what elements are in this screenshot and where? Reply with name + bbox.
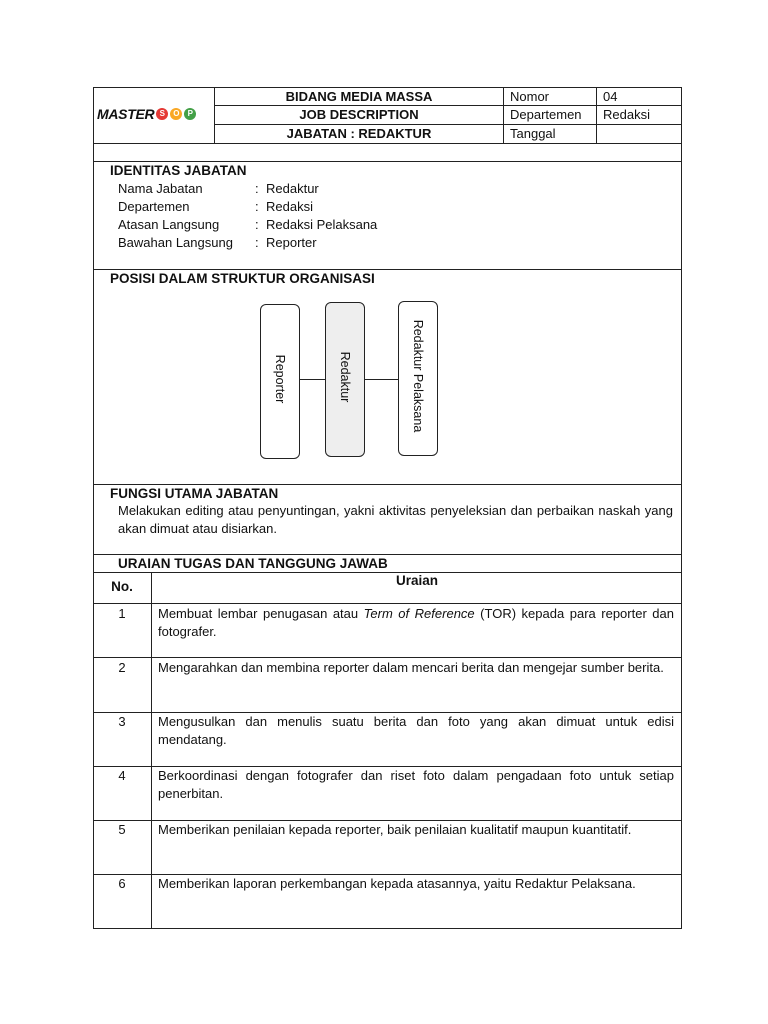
table-row-number: 4 (118, 768, 126, 783)
identitas-value: Reporter (266, 235, 317, 250)
identitas-value: Redaktur (266, 181, 319, 196)
logo-dot-s: S (156, 108, 168, 120)
col-uraian-header: Uraian (395, 573, 439, 588)
uraian-col-divider (151, 572, 152, 929)
identitas-sep: : (255, 199, 259, 214)
meta-label-tanggal: Tanggal (510, 126, 556, 141)
table-row-text (158, 605, 674, 641)
identitas-sep: : (255, 235, 259, 250)
header-jabatan: JABATAN : REDAKTUR (286, 126, 432, 141)
meta-label-departemen: Departemen (510, 107, 582, 122)
fungsi-text: Melakukan editing atau penyuntingan, yakni aktivitas penyeleksian dan perbaikan naskah yang akan dimuat atau disiarkan. (118, 503, 673, 536)
org-label-redaktur: Redaktur (338, 351, 352, 403)
logo-dot-o: O (170, 108, 182, 120)
table-row-number: 2 (118, 660, 126, 675)
fungsi-title: FUNGSI UTAMA JABATAN (110, 486, 279, 501)
identitas-value: Redaksi (266, 199, 313, 214)
identitas-title: IDENTITAS JABATAN (110, 163, 247, 178)
table-row-text: Memberikan penilaian kepada reporter, baik penilaian kualitatif maupun kuantitatif. (158, 822, 632, 837)
org-label-reporter: Reporter (273, 354, 287, 404)
header-divider (503, 87, 504, 143)
header-job-description: JOB DESCRIPTION (299, 107, 419, 122)
col-no-header: No. (111, 579, 133, 594)
identitas-sep: : (255, 217, 259, 232)
identitas-label: Atasan Langsung (118, 217, 220, 232)
table-row-text: Memberikan laporan perkembangan kepada atasannya, yaitu Redaktur Pelaksana. (158, 876, 636, 891)
org-connector (300, 379, 325, 380)
logo-wordmark: MASTER (97, 106, 155, 122)
identitas-label: Departemen (118, 199, 190, 214)
identitas-label: Bawahan Langsung (118, 235, 233, 250)
meta-label-nomor: Nomor (510, 89, 550, 104)
org-connector (364, 379, 398, 380)
posisi-section (93, 269, 682, 485)
header-bidang: BIDANG MEDIA MASSA (285, 89, 433, 104)
org-label-redaktur-pelaksana: Redaktur Pelaksana (411, 319, 425, 433)
header-divider (596, 87, 597, 143)
identitas-label: Nama Jabatan (118, 181, 203, 196)
identitas-sep: : (255, 181, 259, 196)
row-text-italic: Term of Reference (363, 606, 475, 621)
header-divider (93, 143, 682, 144)
table-row-number: 1 (118, 606, 126, 621)
table-row-number: 3 (118, 714, 126, 729)
uraian-title: URAIAN TUGAS DAN TANGGUNG JAWAB (118, 556, 388, 571)
logo-dot-p: P (184, 108, 196, 120)
identitas-value: Redaksi Pelaksana (266, 217, 378, 232)
table-row-text: Berkoordinasi dengan fotografer dan riset foto dalam pengadaan foto untuk setiap penerbitan. (158, 768, 674, 801)
table-row-number: 6 (118, 876, 126, 891)
table-row-text: Mengusulkan dan menulis suatu berita dan foto yang akan dimuat untuk edisi mendatang. (158, 714, 674, 747)
uraian-header-divider (93, 603, 682, 604)
meta-value-departemen: Redaksi (603, 107, 650, 122)
row-text-pre: Membuat lembar penugasan atau (158, 606, 364, 621)
table-row-divider (93, 657, 682, 658)
posisi-title: POSISI DALAM STRUKTUR ORGANISASI (110, 271, 375, 286)
table-row-text: Mengarahkan dan membina reporter dalam mencari berita dan mengejar sumber berita. (158, 660, 664, 675)
master-sop-logo (97, 106, 196, 122)
table-row-number: 5 (118, 822, 126, 837)
meta-value-nomor: 04 (603, 89, 618, 104)
row-text-post: (TOR) kepada para reporter dan fotografer. (158, 606, 674, 639)
